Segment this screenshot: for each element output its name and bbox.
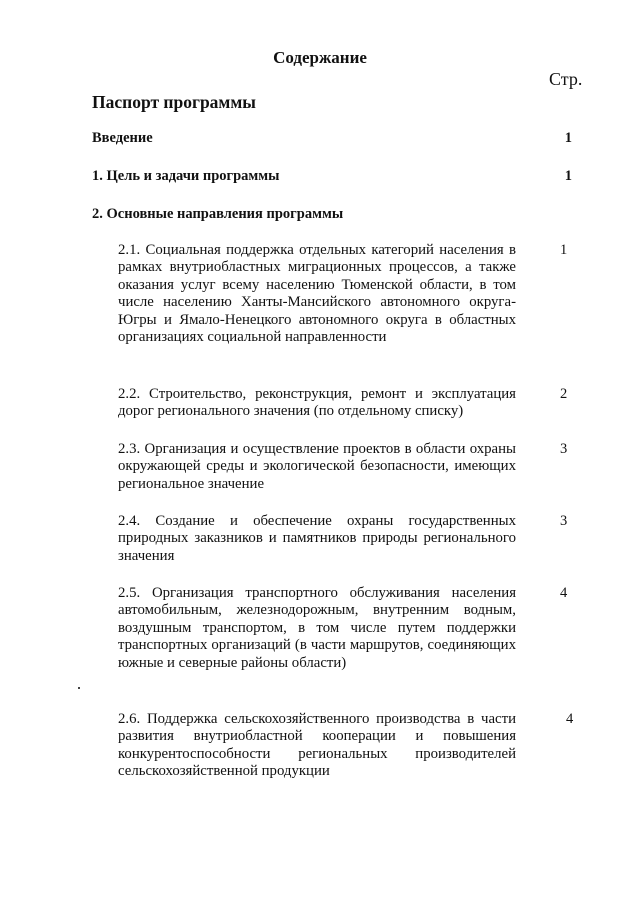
toc-item-page: 1 — [564, 130, 572, 146]
toc-subitem-page: 2 — [560, 386, 568, 402]
toc-item-intro — [92, 130, 572, 147]
toc-item-label: 1. Цель и задачи программы — [92, 168, 280, 184]
toc-subitem-2-2: 2.2. Строительство, реконструкция, ремонт и эксплуатация дорог регионального значения (по отдельному списку) — [118, 386, 516, 420]
toc-subitem-2-5: 2.5. Организация транспортного обслуживания населения автомобильным, железнодорожным, внутренним водным, воздушным транспортом, в том числе путем поддержки транспортных организаций (в части маршрутов, соединяющих южные и северные районы области) — [118, 585, 516, 671]
page-column-label: Стр. — [549, 69, 583, 89]
toc-item-page: 1 — [564, 168, 572, 184]
page-title: Содержание — [273, 48, 367, 67]
toc-subitem-page: 4 — [560, 585, 568, 601]
toc-subitem-2-6: 2.6. Поддержка сельскохозяйственного производства в части развития внутриобластной кооперации и повышения конкурентоспособности региональных производителей сельскохозяйственной продукции — [118, 711, 516, 780]
toc-subitem-2-3: 2.3. Организация и осуществление проектов в области охраны окружающей среды и экологической безопасности, имеющих региональное значение — [118, 441, 516, 492]
toc-item-label: 2. Основные направления программы — [92, 206, 344, 222]
toc-subitem-page: 3 — [560, 513, 568, 529]
toc-subitem-2-4: 2.4. Создание и обеспечение охраны государственных природных заказников и памятников природы регионального значения — [118, 513, 516, 564]
toc-item-directions — [92, 206, 572, 223]
toc-subitem-page: 3 — [560, 441, 568, 457]
toc-subitem-page: 1 — [560, 242, 568, 258]
toc-subitem-page: 4 — [566, 711, 574, 727]
scan-speck — [78, 687, 80, 689]
passport-heading: Паспорт программы — [92, 92, 256, 112]
toc-subitem-2-1: 2.1. Социальная поддержка отдельных категорий населения в рамках внутриобластных миграционных процессов, а также оказания услуг всему населению Тюменской области, в том числе населению Ханты-Мансийского автономного округа-Югры и Ямало-Ненецкого автономного округа в областных организациях социальной направленности — [118, 242, 516, 346]
toc-item-label: Введение — [92, 130, 153, 146]
toc-item-goals — [92, 168, 572, 185]
